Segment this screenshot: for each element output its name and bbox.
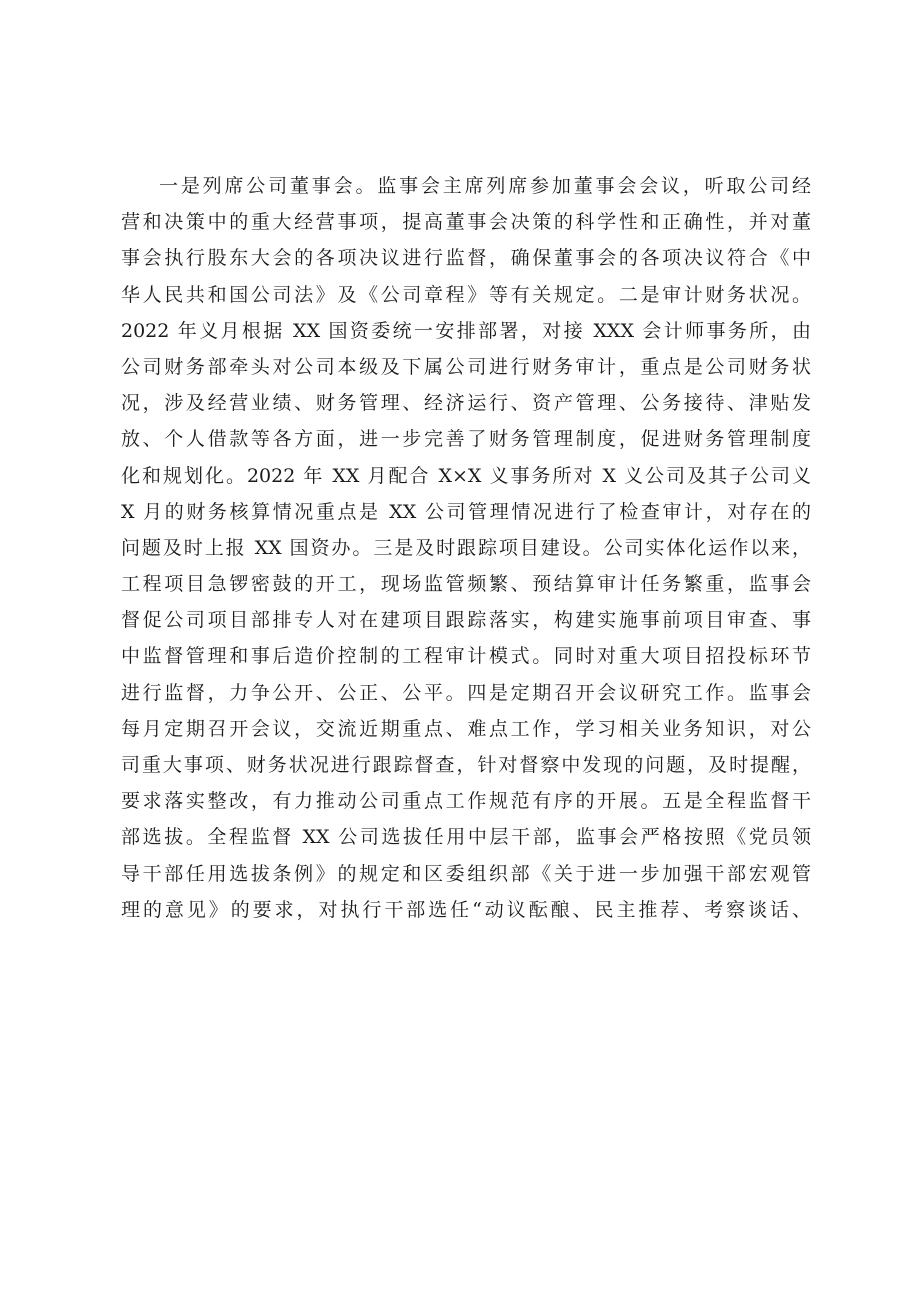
paragraph-line-9: 化和规划化。2022 年 XX 月配合 X×X 义事务所对 X 义公司及其子公司义: [121, 464, 811, 487]
paragraph-line-17: 司重大事项、财务状况进行跟踪督查，针对督察中发现的问题，及时提醒，: [121, 754, 811, 776]
paragraph-line-1: 一是列席公司董事会。监事会主席列席参加董事会会议，听取公司经: [159, 175, 811, 197]
paragraph-line-14: 中监督管理和事后造价控制的工程审计模式。同时对重大项目招投标环节: [121, 645, 811, 668]
paragraph-line-11: 问题及时上报 XX 国资办。三是及时跟踪项目建设。公司实体化运作以来，: [121, 536, 811, 559]
paragraph-line-7: 况，涉及经营业绩、财务管理、经济运行、资产管理、公务接待、津贴发: [121, 392, 811, 415]
paragraph-line-8: 放、个人借款等各方面，进一步完善了财务管理制度，促进财务管理制度: [121, 428, 811, 451]
paragraph-line-2: 营和决策中的重大经营事项，提高董事会决策的科学性和正确性，并对董: [121, 211, 811, 234]
paragraph-line-13: 督促公司项目部排专人对在建项目跟踪落实，构建实施事前项目审查、事: [121, 609, 811, 632]
paragraph-line-4: 华人民共和国公司法》及《公司章程》等有关规定。二是审计财务状况。: [121, 283, 811, 306]
paragraph-line-19: 部选拔。全程监督 XX 公司选拔任用中层干部，监事会严格按照《党员领: [121, 826, 811, 849]
paragraph-line-10: X 月的财务核算情况重点是 XX 公司管理情况进行了检查审计，对存在的: [121, 500, 811, 523]
paragraph-line-5: 2022 年义月根据 XX 国资委统一安排部署，对接 XXX 会计师事务所，由: [121, 319, 811, 342]
paragraph-line-16: 每月定期召开会议，交流近期重点、难点工作，学习相关业务知识，对公: [121, 717, 811, 740]
paragraph-line-12: 工程项目急锣密鼓的开工，现场监管频繁、预结算审计任务繁重，监事会: [121, 573, 811, 596]
paragraph-line-6: 公司财务部牵头对公司本级及下属公司进行财务审计，重点是公司财务状: [121, 355, 811, 378]
paragraph-line-20: 导干部任用选拔条例》的规定和区委组织部《关于进一步加强干部宏观管: [121, 862, 811, 885]
paragraph-line-3: 事会执行股东大会的各项决议进行监督，确保董事会的各项决议符合《中: [121, 247, 811, 270]
body-paragraph: [121, 168, 811, 928]
paragraph-line-21: 理的意见》的要求，对执行干部选任“动议酝酿、民主推荐、考察谈话、: [121, 898, 811, 921]
paragraph-line-15: 进行监督，力争公开、公正、公平。四是定期召开会议研究工作。监事会: [121, 681, 811, 704]
paragraph-line-18: 要求落实整改，有力推动公司重点工作规范有序的开展。五是全程监督干: [121, 790, 811, 813]
